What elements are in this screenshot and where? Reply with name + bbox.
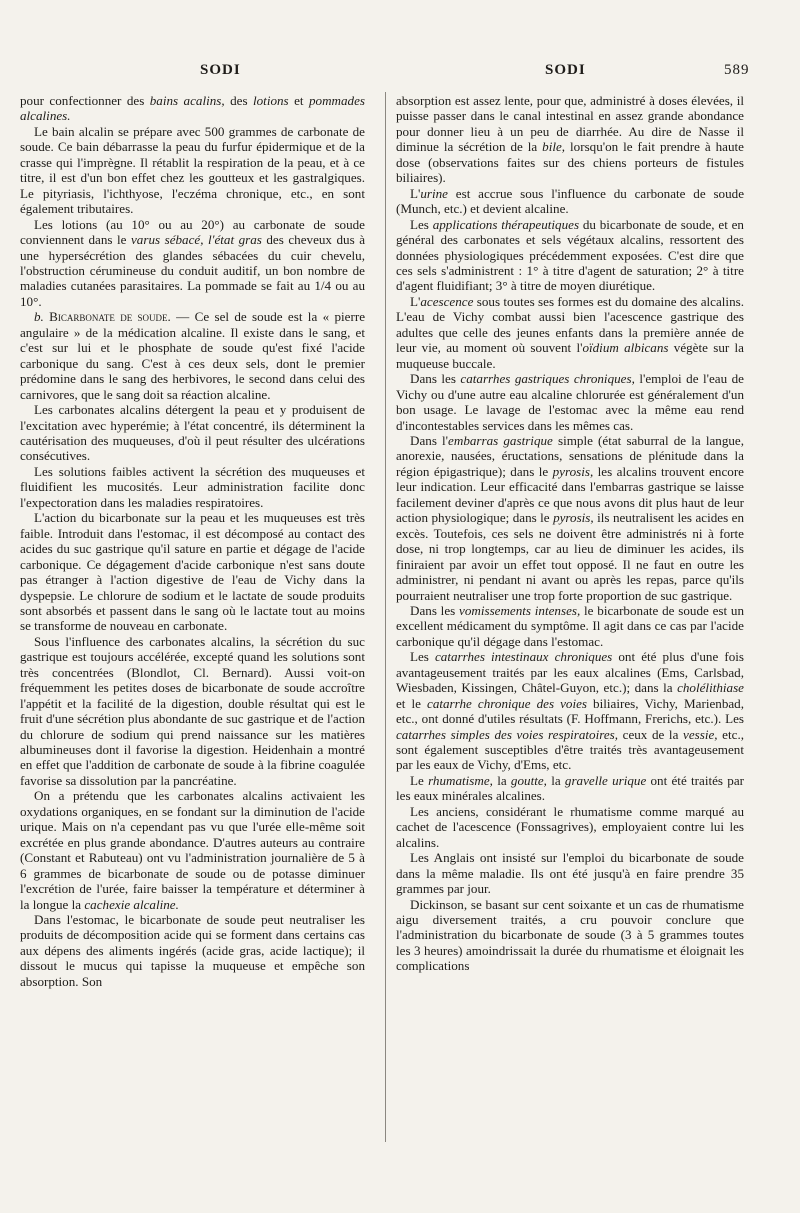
paragraph: Dans les vomissements intenses, le bicarbonate de soude est un excellent médicament du symptôme. Il agit dans ce cas par l'acide carbonique qu'il dégage dans l'estomac. [396, 602, 744, 649]
paragraph: Les applications thérapeutiques du bicarbonate de soude, et en général des carbonates et sels végétaux alcalins, ressortent des données physiologiques précédemment exposées. C'est dire que ces sels s'administrent : 1° à titre d'agent de saturation; 2° à titre d'agent fluidifiant; 3° à titre de moyen diurétique. [396, 216, 744, 294]
paragraph: On a prétendu que les carbonates alcalins activaient les oxydations organiques, en se fondant sur la diminution de l'acide urique. Mais on n'a cependant pas vu que l'urée elle-même soit excrétée en plus grande abondance. D'autres auteurs au contraire (Constant et Rabuteau) ont vu l'administration journalière de 5 à 6 grammes de bicarbonate de soude ou de potasse diminuer l'excrétion de l'urée, faire baisser la température et déterminer à la longue la cachexie alcaline. [20, 788, 365, 912]
paragraph: L'action du bicarbonate sur la peau et les muqueuses est très faible. Introduit dans l'estomac, il est décomposé au contact des acides du suc gastrique qu'il sature en partie et dégage de l'acide carbonique. Ce dégagement d'acide carbonique n'est sans doute pas étranger à l'action digestive de l'eau de Vichy dans la dyspepsie. Le chlorure de sodium et le lactate de soude produits sont absorbés et passent dans le sang où le lactate tout au moins se transforme de nouveau en carbonate. [20, 510, 365, 634]
paragraph: Les carbonates alcalins détergent la peau et y produisent de l'excitation avec hyperémie; à l'état concentré, ils déterminent la cautérisation des muqueuses, d'où il peut résulter des ulcérations consécutives. [20, 402, 365, 464]
paragraph: Dickinson, se basant sur cent soixante et un cas de rhumatisme aigu diversement traités, a cru pouvoir conclure que l'administration du bicarbonate de soude (3 à 5 grammes toutes les 3 heures) amoindrissait la durée du rhumatisme et éloignait les complications [396, 896, 744, 974]
paragraph: pour confectionner des bains acalins, des lotions et pommades alcalines. [20, 93, 365, 124]
paragraph: Le bain alcalin se prépare avec 500 grammes de carbonate de soude. Ce bain débarrasse la peau du furfur épidermique et de la crasse qui l'imprègne. Il rétablit la respiration de la peau, et à ce titre, il est d'un bon effet chez les goutteux et les gastralgiques. Le pityriasis, l'ichthyose, l'eczéma chronique, etc., en sont également tributaires. [20, 123, 365, 217]
page-number: 589 [724, 62, 750, 78]
paragraph: Dans l'embarras gastrique simple (état saburral de la langue, anorexie, nausées, éructations, sensations de plénitude dans la région épigastrique); dans le pyrosis, les alcalins trouvent encore leur indication. Leur efficacité dans l'embarras gastrique se laisse facilement deviner d'après ce que nous avons dit plus haut de leur action physiologique; dans le pyrosis, ils neutralisent les acides en excès. Toutefois, ces sels ne doivent être administrés ni à forte dose, ni trop longtemps, car au lieu de diminuer les acides, ils finiraient par avoir un effet tout opposé. Il ne faut en outre les administrer, ni pendant ni avant ou après les repas, parce qu'ils pourraient neutraliser une trop forte proportion de suc gastrique. [396, 432, 745, 603]
paragraph: Les solutions faibles activent la sécrétion des muqueuses et fluidifient les mucosités. Leur administration facilite donc l'expectoration dans les maladies respiratoires. [20, 463, 365, 510]
running-head-right: SODI [545, 62, 586, 78]
column-divider [385, 92, 386, 1142]
paragraph: Les lotions (au 10° ou au 20°) au carbonate de soude conviennent dans le varus sébacé, l'état gras des cheveux dus à une hypersécrétion des glandes sébacées du cuir chevelu, l'obstruction cérumineuse du conduit auditif, un bon nombre de maladies cutanées parasitaires. La pommade se fait au 1/4 ou au 10°. [20, 216, 366, 309]
paragraph: Les anciens, considérant le rhumatisme comme marqué au cachet de l'acescence (Fonssagrives), employaient contre lui les alcalins. [396, 803, 744, 850]
paragraph: Les catarrhes intestinaux chroniques ont été plus d'une fois avantageusement traités par les eaux alcalines (Ems, Carlsbad, Wiesbaden, Kissingen, Châtel-Guyon, etc.); dans la cholélithiase et le catarrhe chronique des voies biliaires, Vichy, Marienbad, etc., ont donné d'utiles résultats (F. Hoffmann, Frerichs, etc.). Les catarrhes simples des voies respiratoires, ceux de la vessie, etc., sont également susceptibles d'être traités très avantageusement par les eaux de Vichy, d'Ems, etc. [396, 649, 744, 773]
running-head-left: SODI [200, 62, 241, 78]
paragraph: L'urine est accrue sous l'influence du carbonate de soude (Munch, etc.) et devient alcaline. [396, 185, 744, 217]
paragraph: L'acescence sous toutes ses formes est du domaine des alcalins. L'eau de Vichy combat aussi bien l'acescence gastrique des adultes que celle des jeunes enfants dans la première année de leur vie, au moment où souvent l'oïdium albicans végète sur la muqueuse buccale. [396, 293, 744, 371]
paragraph: Dans l'estomac, le bicarbonate de soude peut neutraliser les produits de décomposition acide qui se forment dans certains cas aux dépens des aliments ingérés (acide gras, acide lactique); il dissout le mucus qui tapisse la muqueuse et empêche son absorption. Son [20, 912, 365, 989]
left-column [20, 93, 365, 989]
paragraph: Dans les catarrhes gastriques chroniques, l'emploi de l'eau de Vichy ou d'une autre eau alcaline chlorurée est généralement d'un bon usage. Le lavage de l'estomac avec la même eau rend d'incontestables services dans les mêmes cas. [396, 371, 744, 433]
section-heading: Bicarbonate de soude. [49, 309, 171, 325]
right-column [396, 93, 744, 974]
paragraph: b. Bicarbonate de soude. — Ce sel de soude est la « pierre angulaire » de la médication alcaline. Il existe dans le sang, et c'est sur lui et le phosphate de soude qu'est fixé l'acide carbonique du sang. C'est à ces deux sels, dont le premier prédomine dans le sang des herbivores, le second dans celui des carnivores, que le sang doit sa réaction alcaline. [20, 309, 366, 402]
paragraph: Sous l'influence des carbonates alcalins, la sécrétion du suc gastrique est toujours accélérée, excepté quand les solutions sont très concentrées (Blondlot, Cl. Bernard). Aussi voit-on fréquemment les petites doses de bicarbonate de soude accroître l'appétit et la facilité de la digestion, double résultat qui est le fruit d'une sécrétion plus abondante de suc gastrique et de l'action du chlorure de sodium qui prend naissance sur les matières albumineuses dont il favorise la digestion. Heidenhain a montré en effet que l'addition de carbonate de soude à la fibrine coagulée favorise sa dissolution par la pancréatine. [20, 633, 365, 788]
paragraph: Le rhumatisme, la goutte, la gravelle urique ont été traités par les eaux minérales alcalines. [396, 772, 744, 804]
paragraph: Les Anglais ont insisté sur l'emploi du bicarbonate de soude dans la même maladie. Ils ont été jusqu'à en faire prendre 35 grammes par jour. [396, 850, 744, 897]
paragraph: absorption est assez lente, pour que, administré à doses élevées, il puisse passer dans le canal intestinal en assez grande abondance pour donner lieu à un peu de diarrhée. Au dire de Nasse il diminue la sécrétion de la bile, lorsqu'on le fait prendre à haute dose (observations faites sur des chiens porteurs de fistules biliaires). [396, 93, 744, 186]
